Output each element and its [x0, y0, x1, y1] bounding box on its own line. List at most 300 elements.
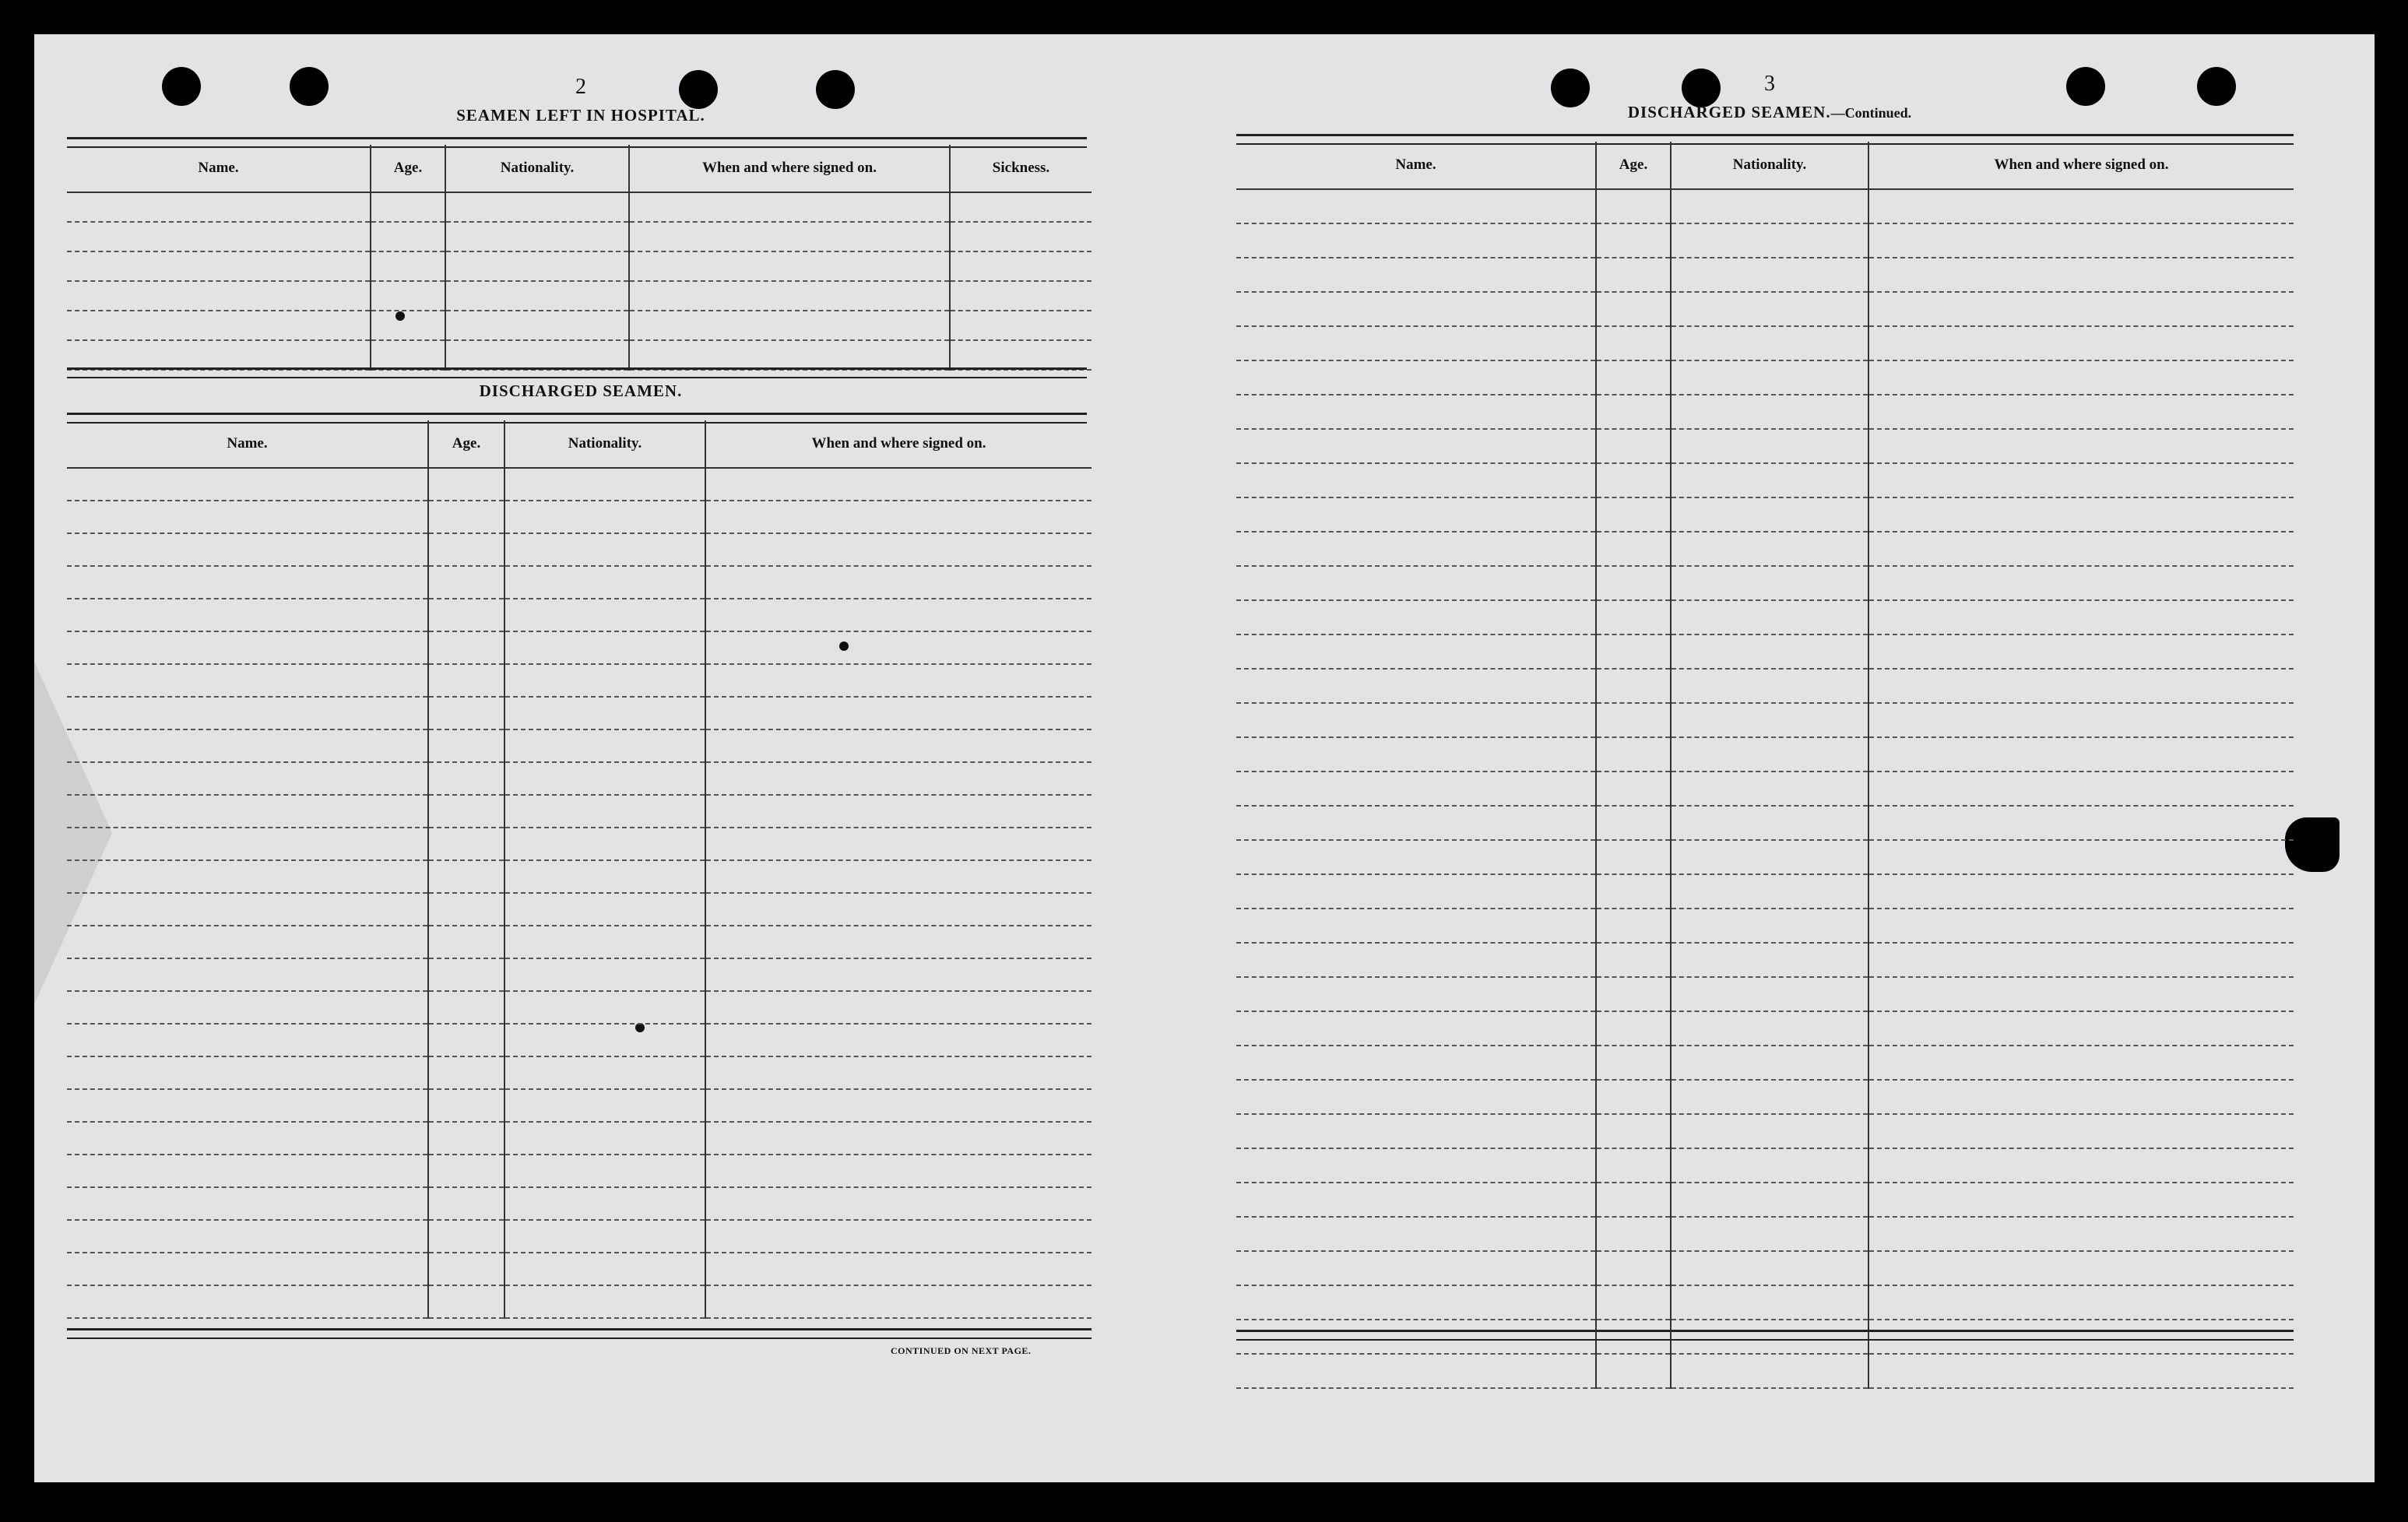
blank-cell: [1868, 772, 2294, 806]
blank-cell: [428, 828, 504, 860]
table-row: [67, 468, 1092, 501]
blank-cell: [504, 1056, 705, 1089]
table-row: [1236, 1148, 2294, 1183]
blank-cell: [705, 1220, 1092, 1253]
blank-cell: [1868, 600, 2294, 634]
blank-cell: [445, 222, 629, 251]
blank-cell: [705, 566, 1092, 599]
blank-cell: [1868, 1285, 2294, 1320]
blank-cell: [1868, 909, 2294, 943]
blank-cell: [445, 251, 629, 281]
hospital-section-title: SEAMEN LEFT IN HOSPITAL.: [456, 106, 705, 125]
blank-cell: [1236, 1251, 1596, 1285]
blank-cell: [1236, 772, 1596, 806]
blank-cell: [428, 1056, 504, 1089]
blank-cell: [1596, 258, 1671, 292]
hospital-table: [67, 145, 1092, 371]
blank-cell: [1596, 566, 1671, 600]
blank-cell: [504, 697, 705, 729]
table-row: [1236, 1217, 2294, 1251]
table-row: [67, 729, 1092, 762]
blank-cell: [1868, 634, 2294, 669]
blank-cell: [1671, 463, 1868, 497]
blank-cell: [1868, 532, 2294, 566]
blank-cell: [504, 828, 705, 860]
blank-cell: [705, 1024, 1092, 1056]
blank-cell: [504, 1122, 705, 1155]
blank-cell: [1671, 840, 1868, 874]
blank-cell: [1671, 1251, 1868, 1285]
blank-cell: [705, 1056, 1092, 1089]
blank-cell: [705, 926, 1092, 958]
blank-cell: [1671, 258, 1868, 292]
blank-cell: [1868, 326, 2294, 360]
blank-cell: [1236, 909, 1596, 943]
blank-cell: [67, 1187, 428, 1220]
blank-cell: [1236, 1114, 1596, 1148]
table-row: [1236, 943, 2294, 977]
table-row: [67, 1285, 1092, 1318]
blank-cell: [67, 501, 428, 533]
blank-cell: [1671, 1183, 1868, 1217]
column-header-nationality: Nationality.: [1671, 142, 1868, 189]
blank-cell: [1236, 1148, 1596, 1183]
blank-cell: [1236, 1080, 1596, 1114]
blank-cell: [1236, 326, 1596, 360]
blank-cell: [67, 958, 428, 991]
blank-cell: [1868, 977, 2294, 1011]
blank-cell: [1596, 669, 1671, 703]
blank-cell: [504, 566, 705, 599]
blank-cell: [1868, 189, 2294, 223]
blank-cell: [428, 664, 504, 697]
blank-cell: [1868, 395, 2294, 429]
blank-cell: [1236, 189, 1596, 223]
blank-cell: [504, 1089, 705, 1122]
blank-cell: [504, 958, 705, 991]
blank-cell: [1671, 703, 1868, 737]
blank-cell: [1236, 806, 1596, 840]
blank-cell: [504, 631, 705, 664]
blank-cell: [1671, 909, 1868, 943]
table-row: [1236, 1354, 2294, 1388]
blank-cell: [1236, 1011, 1596, 1046]
blank-cell: [67, 468, 428, 501]
blank-cell: [1671, 1114, 1868, 1148]
table-row: [1236, 874, 2294, 909]
blank-cell: [1868, 669, 2294, 703]
table-row: [67, 828, 1092, 860]
blank-cell: [1596, 1217, 1671, 1251]
blank-cell: [1236, 429, 1596, 463]
blank-cell: [428, 1187, 504, 1220]
blank-cell: [504, 1024, 705, 1056]
page-number: 2: [575, 75, 586, 99]
blank-cell: [1236, 1354, 1596, 1388]
blank-cell: [1671, 223, 1868, 258]
table-header-row: [1236, 142, 2294, 189]
blank-cell: [1671, 943, 1868, 977]
blank-cell: [1868, 874, 2294, 909]
blank-cell: [1671, 600, 1868, 634]
discharged-table-left: [67, 420, 1092, 1319]
blank-cell: [67, 1285, 428, 1318]
blank-cell: [1596, 806, 1671, 840]
table-row: [1236, 1046, 2294, 1080]
blank-cell: [1596, 360, 1671, 395]
table-row: [1236, 772, 2294, 806]
blank-cell: [428, 631, 504, 664]
blank-cell: [705, 991, 1092, 1024]
blank-cell: [504, 664, 705, 697]
table-row: [1236, 429, 2294, 463]
discharged-table-body: [1236, 189, 2294, 1388]
blank-cell: [1236, 1217, 1596, 1251]
table-row: [1236, 634, 2294, 669]
blank-cell: [1596, 1183, 1671, 1217]
blank-cell: [1596, 532, 1671, 566]
column-header-signed-on: When and where signed on.: [705, 420, 1092, 468]
blank-cell: [428, 1220, 504, 1253]
blank-cell: [504, 795, 705, 828]
blank-cell: [1236, 737, 1596, 772]
table-row: [1236, 1114, 2294, 1148]
blank-cell: [705, 828, 1092, 860]
blank-cell: [428, 1253, 504, 1285]
double-rule: [1236, 1330, 2294, 1341]
blank-cell: [504, 1285, 705, 1318]
blank-cell: [705, 697, 1092, 729]
blank-cell: [1236, 1285, 1596, 1320]
blank-cell: [67, 795, 428, 828]
blank-cell: [1671, 806, 1868, 840]
blank-cell: [1236, 600, 1596, 634]
blank-cell: [1596, 429, 1671, 463]
blank-cell: [1596, 772, 1671, 806]
table-row: [1236, 977, 2294, 1011]
column-header-sickness: Sickness.: [950, 145, 1092, 192]
blank-cell: [1671, 566, 1868, 600]
blank-cell: [1596, 874, 1671, 909]
right-page: [1236, 34, 2303, 1404]
blank-cell: [1596, 1011, 1671, 1046]
blank-cell: [428, 1285, 504, 1318]
blank-cell: [950, 340, 1092, 370]
blank-cell: [1868, 1217, 2294, 1251]
blank-cell: [371, 281, 445, 311]
table-row: [67, 860, 1092, 893]
blank-cell: [1868, 429, 2294, 463]
table-row: [1236, 909, 2294, 943]
blank-cell: [1236, 1046, 1596, 1080]
blank-cell: [1596, 600, 1671, 634]
blank-cell: [705, 664, 1092, 697]
blank-cell: [428, 566, 504, 599]
blank-cell: [1868, 1148, 2294, 1183]
blank-cell: [1236, 360, 1596, 395]
blank-cell: [428, 991, 504, 1024]
table-row: [67, 1220, 1092, 1253]
continued-label: —Continued.: [1830, 105, 1912, 121]
blank-cell: [67, 697, 428, 729]
column-header-name: Name.: [67, 145, 371, 192]
blank-cell: [67, 1089, 428, 1122]
blank-cell: [428, 1089, 504, 1122]
table-row: [67, 1187, 1092, 1220]
column-header-age: Age.: [428, 420, 504, 468]
discharged-table-body: [67, 468, 1092, 1318]
blank-cell: [1596, 1114, 1671, 1148]
blank-cell: [1596, 737, 1671, 772]
blank-cell: [1236, 874, 1596, 909]
table-row: [1236, 669, 2294, 703]
blank-cell: [629, 192, 950, 222]
blank-cell: [1596, 1080, 1671, 1114]
table-header-row: [67, 420, 1092, 468]
table-row: [67, 1155, 1092, 1187]
blank-cell: [629, 251, 950, 281]
table-row: [1236, 189, 2294, 223]
blank-cell: [1671, 189, 1868, 223]
blank-cell: [67, 1056, 428, 1089]
blank-cell: [1236, 703, 1596, 737]
blank-cell: [67, 192, 371, 222]
blank-cell: [1236, 497, 1596, 532]
blank-cell: [1671, 977, 1868, 1011]
blank-cell: [1596, 223, 1671, 258]
column-header-signed-on: When and where signed on.: [629, 145, 950, 192]
table-row: [67, 501, 1092, 533]
blank-cell: [1868, 943, 2294, 977]
table-row: [1236, 600, 2294, 634]
blank-cell: [705, 860, 1092, 893]
blank-cell: [371, 251, 445, 281]
blank-cell: [1868, 1080, 2294, 1114]
discharged-table-right: [1236, 142, 2294, 1389]
table-row: [67, 222, 1092, 251]
table-header-row: [67, 145, 1092, 192]
table-row: [1236, 1080, 2294, 1114]
blank-cell: [705, 501, 1092, 533]
column-header-name: Name.: [67, 420, 428, 468]
blank-cell: [1671, 1148, 1868, 1183]
section-title-text: DISCHARGED SEAMEN.: [1627, 103, 1831, 121]
blank-cell: [950, 192, 1092, 222]
table-row: [1236, 1011, 2294, 1046]
blank-cell: [1868, 292, 2294, 326]
blank-cell: [504, 1155, 705, 1187]
table-row: [67, 664, 1092, 697]
blank-cell: [1868, 1183, 2294, 1217]
table-row: [1236, 1183, 2294, 1217]
blank-cell: [1596, 703, 1671, 737]
hospital-table-body: [67, 192, 1092, 370]
blank-cell: [428, 762, 504, 795]
blank-cell: [67, 340, 371, 370]
blank-cell: [1868, 1354, 2294, 1388]
table-row: [67, 281, 1092, 311]
blank-cell: [1596, 909, 1671, 943]
blank-cell: [428, 795, 504, 828]
blank-cell: [1671, 395, 1868, 429]
blank-cell: [1236, 395, 1596, 429]
blank-cell: [1236, 943, 1596, 977]
blank-cell: [1868, 258, 2294, 292]
column-header-signed-on: When and where signed on.: [1868, 142, 2294, 189]
blank-cell: [950, 222, 1092, 251]
blank-cell: [428, 860, 504, 893]
blank-cell: [67, 860, 428, 893]
blank-cell: [428, 729, 504, 762]
blank-cell: [428, 533, 504, 566]
table-row: [1236, 532, 2294, 566]
blank-cell: [1868, 360, 2294, 395]
blank-cell: [504, 860, 705, 893]
blank-cell: [1596, 840, 1671, 874]
column-header-nationality: Nationality.: [445, 145, 629, 192]
blank-cell: [1671, 1080, 1868, 1114]
blank-cell: [428, 1122, 504, 1155]
blank-cell: [1671, 634, 1868, 669]
table-row: [67, 340, 1092, 370]
blank-cell: [1596, 463, 1671, 497]
blank-cell: [504, 1187, 705, 1220]
blank-cell: [1671, 360, 1868, 395]
blank-cell: [504, 729, 705, 762]
blank-cell: [1236, 258, 1596, 292]
blank-cell: [67, 1220, 428, 1253]
blank-cell: [1596, 1354, 1671, 1388]
blank-cell: [504, 762, 705, 795]
blank-cell: [1868, 840, 2294, 874]
table-row: [67, 926, 1092, 958]
table-row: [1236, 840, 2294, 874]
blank-cell: [1596, 1046, 1671, 1080]
blank-cell: [705, 1155, 1092, 1187]
discharged-continued-title: [1236, 103, 2303, 122]
table-row: [1236, 1285, 2294, 1320]
blank-cell: [1868, 1046, 2294, 1080]
double-rule: [67, 1328, 1092, 1339]
blank-cell: [504, 599, 705, 631]
table-row: [1236, 566, 2294, 600]
blank-cell: [629, 222, 950, 251]
table-row: [1236, 360, 2294, 395]
blank-cell: [950, 281, 1092, 311]
table-row: [67, 991, 1092, 1024]
blank-cell: [67, 828, 428, 860]
blank-cell: [705, 762, 1092, 795]
blank-cell: [705, 1187, 1092, 1220]
blank-cell: [1671, 669, 1868, 703]
blank-cell: [705, 1285, 1092, 1318]
left-page: [67, 34, 1126, 1404]
table-row: [1236, 737, 2294, 772]
blank-cell: [371, 311, 445, 340]
blank-cell: [428, 958, 504, 991]
blank-cell: [705, 1089, 1092, 1122]
blank-cell: [1868, 1011, 2294, 1046]
blank-cell: [67, 664, 428, 697]
blank-cell: [705, 631, 1092, 664]
table-row: [1236, 223, 2294, 258]
column-header-nationality: Nationality.: [504, 420, 705, 468]
blank-cell: [67, 1155, 428, 1187]
table-row: [67, 1024, 1092, 1056]
blank-cell: [67, 631, 428, 664]
table-row: [1236, 463, 2294, 497]
blank-cell: [428, 893, 504, 926]
table-row: [1236, 326, 2294, 360]
blank-cell: [705, 533, 1092, 566]
blank-cell: [504, 1220, 705, 1253]
blank-cell: [504, 468, 705, 501]
table-row: [67, 1056, 1092, 1089]
blank-cell: [1671, 292, 1868, 326]
table-row: [1236, 497, 2294, 532]
blank-cell: [950, 251, 1092, 281]
blank-cell: [705, 1253, 1092, 1285]
blank-cell: [504, 501, 705, 533]
table-row: [1236, 395, 2294, 429]
continued-note: CONTINUED ON NEXT PAGE.: [891, 1345, 1032, 1356]
blank-cell: [445, 192, 629, 222]
double-rule: [67, 367, 1087, 378]
blank-cell: [1671, 1217, 1868, 1251]
discharged-section-title: DISCHARGED SEAMEN.: [479, 381, 683, 400]
blank-cell: [428, 1024, 504, 1056]
blank-cell: [1236, 532, 1596, 566]
blank-cell: [504, 991, 705, 1024]
table-row: [1236, 806, 2294, 840]
blank-cell: [1236, 1183, 1596, 1217]
blank-cell: [1596, 189, 1671, 223]
blank-cell: [1671, 1354, 1868, 1388]
blank-cell: [67, 566, 428, 599]
column-header-age: Age.: [371, 145, 445, 192]
table-row: [67, 1122, 1092, 1155]
blank-cell: [67, 1024, 428, 1056]
blank-cell: [1671, 326, 1868, 360]
blank-cell: [428, 697, 504, 729]
blank-cell: [504, 533, 705, 566]
blank-cell: [1671, 429, 1868, 463]
blank-cell: [371, 222, 445, 251]
blank-cell: [67, 1253, 428, 1285]
blank-cell: [1596, 326, 1671, 360]
blank-cell: [1868, 1114, 2294, 1148]
blank-cell: [1868, 497, 2294, 532]
table-row: [67, 1253, 1092, 1285]
blank-cell: [1236, 223, 1596, 258]
column-header-name: Name.: [1236, 142, 1596, 189]
blank-cell: [1596, 497, 1671, 532]
blank-cell: [428, 599, 504, 631]
page-number: 3: [1764, 72, 1775, 96]
blank-cell: [504, 1253, 705, 1285]
blank-cell: [67, 893, 428, 926]
blank-cell: [950, 311, 1092, 340]
blank-cell: [1236, 566, 1596, 600]
column-header-age: Age.: [1596, 142, 1671, 189]
blank-cell: [1236, 463, 1596, 497]
blank-cell: [67, 991, 428, 1024]
blank-cell: [1868, 1251, 2294, 1285]
blank-cell: [1671, 532, 1868, 566]
blank-cell: [705, 893, 1092, 926]
blank-cell: [629, 281, 950, 311]
blank-cell: [67, 599, 428, 631]
